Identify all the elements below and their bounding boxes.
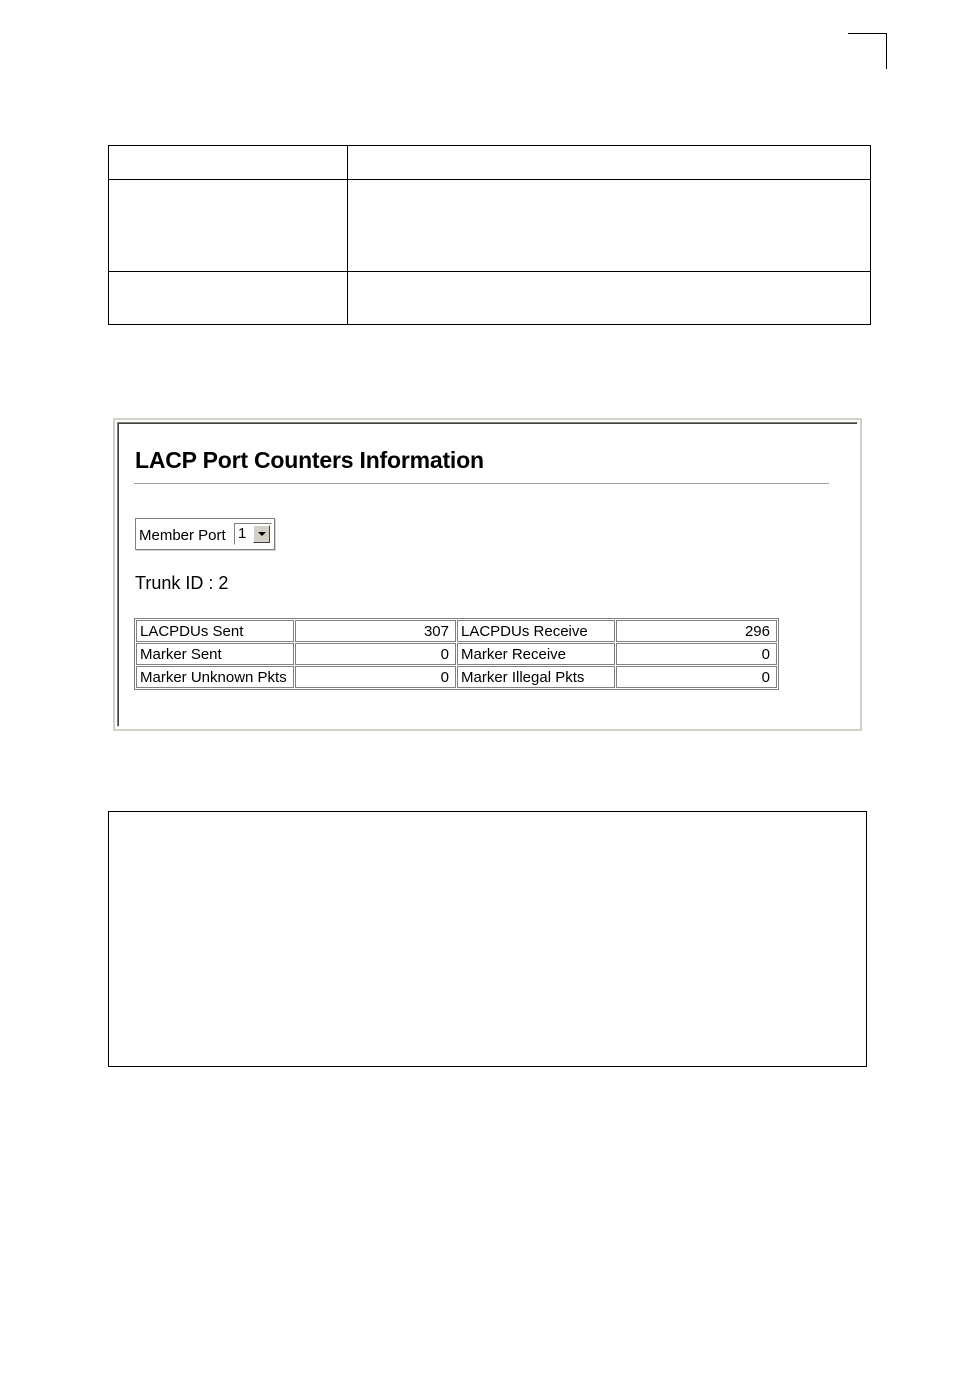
table-cell bbox=[348, 272, 871, 325]
page-title: LACP Port Counters Information bbox=[135, 447, 484, 473]
table-header-cell bbox=[109, 146, 348, 180]
counter-label: LACPDUs Receive bbox=[457, 620, 615, 642]
chevron-down-icon[interactable] bbox=[253, 525, 270, 543]
counter-value: 0 bbox=[295, 643, 456, 665]
member-port-select[interactable] bbox=[234, 523, 272, 545]
description-table bbox=[108, 145, 871, 325]
counter-label: Marker Sent bbox=[136, 643, 294, 665]
table-cell bbox=[109, 272, 348, 325]
cli-example-box bbox=[108, 811, 867, 1067]
counter-label: Marker Unknown Pkts bbox=[136, 666, 294, 688]
counter-value: 0 bbox=[616, 643, 777, 665]
title-divider bbox=[134, 483, 829, 485]
member-port-label: Member Port bbox=[139, 527, 226, 544]
trunk-id-label: Trunk ID : 2 bbox=[135, 573, 229, 593]
counter-label: LACPDUs Sent bbox=[136, 620, 294, 642]
table-cell bbox=[348, 180, 871, 272]
counter-value: 0 bbox=[616, 666, 777, 688]
member-port-selected-value: 1 bbox=[238, 525, 247, 542]
lacp-counters-window bbox=[113, 418, 862, 731]
table-cell bbox=[109, 180, 348, 272]
member-port-selector bbox=[135, 518, 275, 550]
table-row bbox=[136, 666, 777, 688]
counter-label: Marker Illegal Pkts bbox=[457, 666, 615, 688]
counters-table bbox=[134, 618, 779, 690]
table-row bbox=[136, 620, 777, 642]
counter-label: Marker Receive bbox=[457, 643, 615, 665]
counter-value: 296 bbox=[616, 620, 777, 642]
lacp-counters-content bbox=[117, 422, 858, 727]
counter-value: 0 bbox=[295, 666, 456, 688]
table-row bbox=[136, 643, 777, 665]
table-header-cell bbox=[348, 146, 871, 180]
page-corner-mark bbox=[848, 33, 887, 69]
counter-value: 307 bbox=[295, 620, 456, 642]
